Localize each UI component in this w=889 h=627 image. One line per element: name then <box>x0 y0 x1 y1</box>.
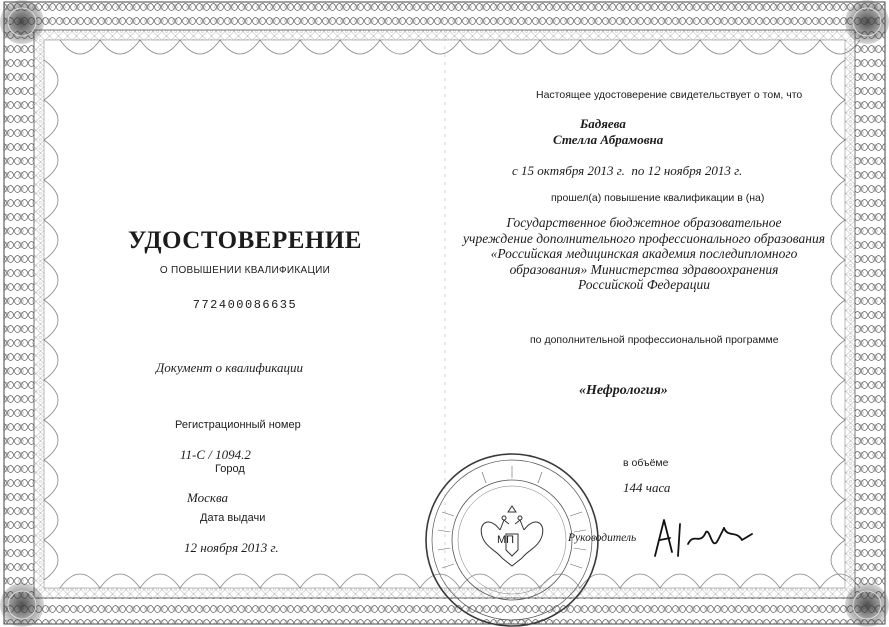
organization-line: учреждение дополнительного профессионального образования <box>463 230 825 246</box>
holder-name-patronymic: Стелла Абрамовна <box>553 132 664 147</box>
volume-label: в объёме <box>623 457 669 469</box>
corner-ornament <box>0 0 44 44</box>
period-to: 12 ноября 2013 г. <box>647 163 743 178</box>
head-label: Руководитель <box>568 532 637 544</box>
registration-number: 11-С / 1094.2 <box>180 447 251 462</box>
organization-line: образования» Министерства здравоохранения <box>509 261 779 277</box>
serial-number: 772400086635 <box>192 298 298 312</box>
program-label: по дополнительной профессиональной программе <box>530 334 779 346</box>
registration-label: Регистрационный номер <box>175 419 301 431</box>
organization-line: «Российская медицинская академия последипломного <box>490 246 798 261</box>
holder-surname: Бадяева <box>580 116 626 131</box>
completed-statement: прошел(а) повышение квалификации в (на) <box>551 192 765 204</box>
corner-ornament <box>845 583 889 627</box>
corner-ornament <box>0 583 44 627</box>
handwritten-signature <box>655 520 752 556</box>
program-name: «Нефрология» <box>579 383 668 398</box>
document-title: УДОСТОВЕРЕНИЕ <box>128 227 362 254</box>
seal-label: МП <box>497 534 515 546</box>
certificate-intro: Настоящее удостоверение свидетельствует о том, что <box>536 89 803 101</box>
organization-name <box>452 215 836 293</box>
issue-date-label: Дата выдачи <box>200 512 266 524</box>
training-period <box>512 164 742 177</box>
city-label: Город <box>215 463 245 475</box>
city: Москва <box>187 490 229 505</box>
issue-date: 12 ноября 2013 г. <box>184 540 279 555</box>
document-subtitle: О ПОВЫШЕНИИ КВАЛИФИКАЦИИ <box>159 265 331 276</box>
organization-line: Государственное бюджетное образовательное <box>506 215 782 230</box>
volume-hours: 144 часа <box>623 480 671 495</box>
period-from: 15 октября 2013 г. <box>521 163 625 178</box>
organization-line: Российской Федерации <box>578 277 710 292</box>
document-type: Документ о квалификации <box>156 360 303 375</box>
period-from-prefix: с <box>512 163 518 178</box>
period-to-prefix: по <box>631 163 645 178</box>
corner-ornament <box>845 0 889 44</box>
